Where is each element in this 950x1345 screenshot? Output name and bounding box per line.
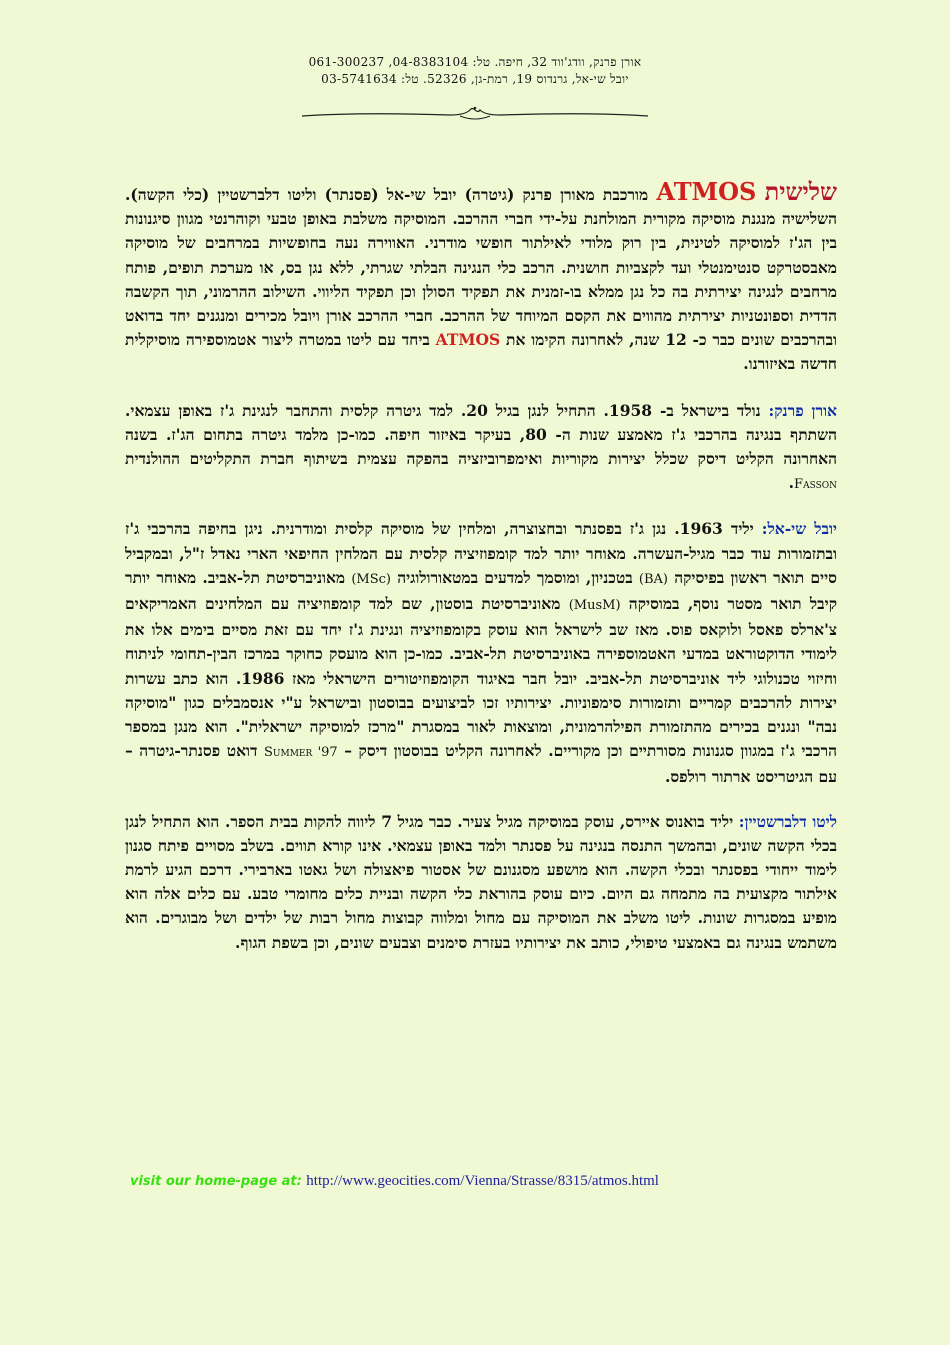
divider-ornament — [300, 104, 650, 124]
msc-degree: (MSc) — [351, 571, 391, 587]
intro-text-b: ביחד עם ליטו במטרה ליצור אטמוספירה מוסיקלית חדשה באיזורנו. — [125, 330, 837, 374]
yuval-text-e: דואט פסנתר-גיטרה – עם הגיטריסט ארתור רולפס. — [125, 741, 837, 787]
yuval-text-d: מאוניברסיטת בוסטון, שם למד קומפוזיציה עם המלחינים האמריקאים צ'ארלס פאסל ולוקאס פוס. מאז שב לישראל הוא עוסק בקומפוזיציה ונגינת ג'ז יחד עם זאת מסיים בימים אלו את לימודי הדוקטוראט במדעי האטמוספירה באוניברסיטת תל-אביב. כמו-כן הוא מועסק כחוקר במרכז הבין-תחומי לניתוח וחיזוי טכנולוגי ליד אוניברסיטת תל-אביב. יובל חבר באיגוד הקומפוזיטורים הישראלי מאז 1986. הוא כתב עשרות יצירות להרכבים קמריים ותזמורות סימפוניות. יצירותיו זכו לביצועים בבוסטון ובישראל ע"י אנסמבלים כגון "מוסיקה נבה" ונגנים בכירים מהתזמורת הפילהרמונית, ומוצאות לאור במסגרת "מרכז למוסיקה ישראלית". הוא מנגן במספר הרכבי ג'ז במגוון סגנונות מסורתיים וכן מקוריים. לאחרונה הקליט בבוסטון דיסק – — [125, 594, 838, 761]
yuval-name: יובל שי-אל: — [761, 519, 837, 539]
oren-text-b: . — [788, 473, 795, 493]
contact-header — [0, 54, 950, 88]
contact-line-yuval: יובל שי-אל, גרנדוס 19, רמת-גן, 52326. טל: 03-5741634 — [321, 72, 629, 86]
band-name: ATMOS — [656, 177, 757, 206]
oren-name: אורן פרנק: — [768, 400, 837, 420]
ba-degree: (BA) — [638, 571, 668, 587]
contact-line-oren: אורן פרנק, וודג'ווד 32, חיפה. טל: 04-8383104, 061-300237 — [308, 55, 642, 69]
yuval-bio — [125, 517, 837, 789]
yuval-text-a: יליד 1963. נגן ג'ז בפסנתר ובחצוצרה, ומלחין של מוסיקה קלסית ומודרנית. ניגן בחיפה בהרכבי ג'ז ובתזמורות עוד כבר מגיל-העשרה. מאוחר יותר למד קומפוזיציה קלסית עם המלחין החיפאי הארי נאדל ז"ל, ובמקביל סיים תואר ראשון בפיסיקה — [125, 519, 837, 587]
yuval-text-b: בטכניון, ומוסמך למדעים במטאורולוגיה — [391, 567, 639, 587]
band-name-inline: ATMOS — [435, 330, 501, 350]
lito-name: ליטו דלברשטיין: — [738, 811, 837, 831]
lito-bio — [125, 810, 837, 955]
homepage-footer — [130, 1173, 830, 1190]
musm-degree: (MusM) — [568, 598, 621, 614]
visit-label: visit our home-page at: — [130, 1174, 302, 1189]
intro-paragraph — [125, 177, 837, 377]
oren-bio — [125, 399, 837, 498]
yuval-text-c: מאוניברסיטת תל-אביב. מאוחר יותר קיבל תואר מסטר נוסף, במוסיקה — [125, 567, 837, 614]
lito-text: יליד בואנוס איירס, עוסק במוסיקה מגיל צעיר. כבר מגיל 7 ליווה להקות בבית הספר. הוא התחיל לנגן בכלי הקשה שונים, ובהמשך התנסה בנגינה על פסנתר ולמד באופן עצמאי. אינו קורא תווים. בשלב מסויים פיתח סגנון לימוד ייחודי בפסנתר ובכלי הקשה. הוא מושפע מסגנונם של אסטור פיאצולה ושל גאטו בארבירי. דרכם הגיע לרמת אילתור מקצועית בה מתמחה גם היום. כיום עוסק בהוראת כלי הקשה ובניית כלים מחומרי טבע. עם כלים אלה הוא מופיע במסגרות שונות. ליטו משלב את המוסיקה עם מחול ומלווה קבוצות מחול רבות של ילדים ושל מבוגרים. הוא משתמש בנגינה גם באמצעי טיפולי, כותב את יצירותיו בעזרת סימנים וצבעים שונים, וכן בשפת הגוף. — [125, 811, 837, 952]
summer-album: Summer '97 — [264, 745, 338, 761]
trio-word: שלישית — [764, 177, 837, 206]
intro-text-a: מורכבת מאורן פרנק (גיטרה) יובל שי-אל (פסנתר) וליטו דלברשטיין (כלי הקשה). השלישיה מנגנת מוסיקה מקורית המולחנת על-ידי חברי ההרכב. המוסיקה משלבת באופן טבעי וקוהרנטי מגוון סיגנונות בין הג'ז למוסיקה לטינית, בין רוק מלודי לאילתור חופשי מודרני. האווירה נעה בחופשיות במרחבים של מוסיקה מאבסטרקט סנטימנטלי ועד לקצביות חושנית. הרכב כלי הנגינה הבלתי שגרתי, ללא נגן בס, או מערכת תופים, פותח מרחבים לנגינה יצירתית בה כל נגן ממלא בו-זמנית את תפקיד הסולן וכן תפקיד הליווי. השילוב ההרמוני, תוך הקשבה הדדית וספונטניות יצירתית מהווים את הקסם המיוחד של ההרכב. חברי ההרכב אורן ויובל מכירים ומנגנים יחד בדואט ובהרכבים שונים כבר כ- 12 שנה, לאחרונה הקימו את — [125, 185, 837, 350]
homepage-link[interactable]: http://www.geocities.com/Vienna/Strasse/8315/atmos.html — [306, 1173, 659, 1189]
fasson-label: Fasson — [794, 477, 837, 493]
main-content — [125, 177, 838, 975]
oren-text-a: נולד בישראל ב- 1958. התחיל לנגן בגיל 20. למד גיטרה קלסית והתחבר לנגינת ג'ז באופן עצמאי. השתתף בנגינה בהרכבי ג'ז מאמצע שנות ה- 80, בעיקר באיזור חיפה. כמו-כן מלמד גיטרה בתחום הג'ז. בשנה האחרונה הקליט דיסק שכלל יצירות מקוריות ואימפרוביזציה בהפקה עצמית בשיתוף חברת התקליטים ההולנדית — [125, 400, 837, 469]
